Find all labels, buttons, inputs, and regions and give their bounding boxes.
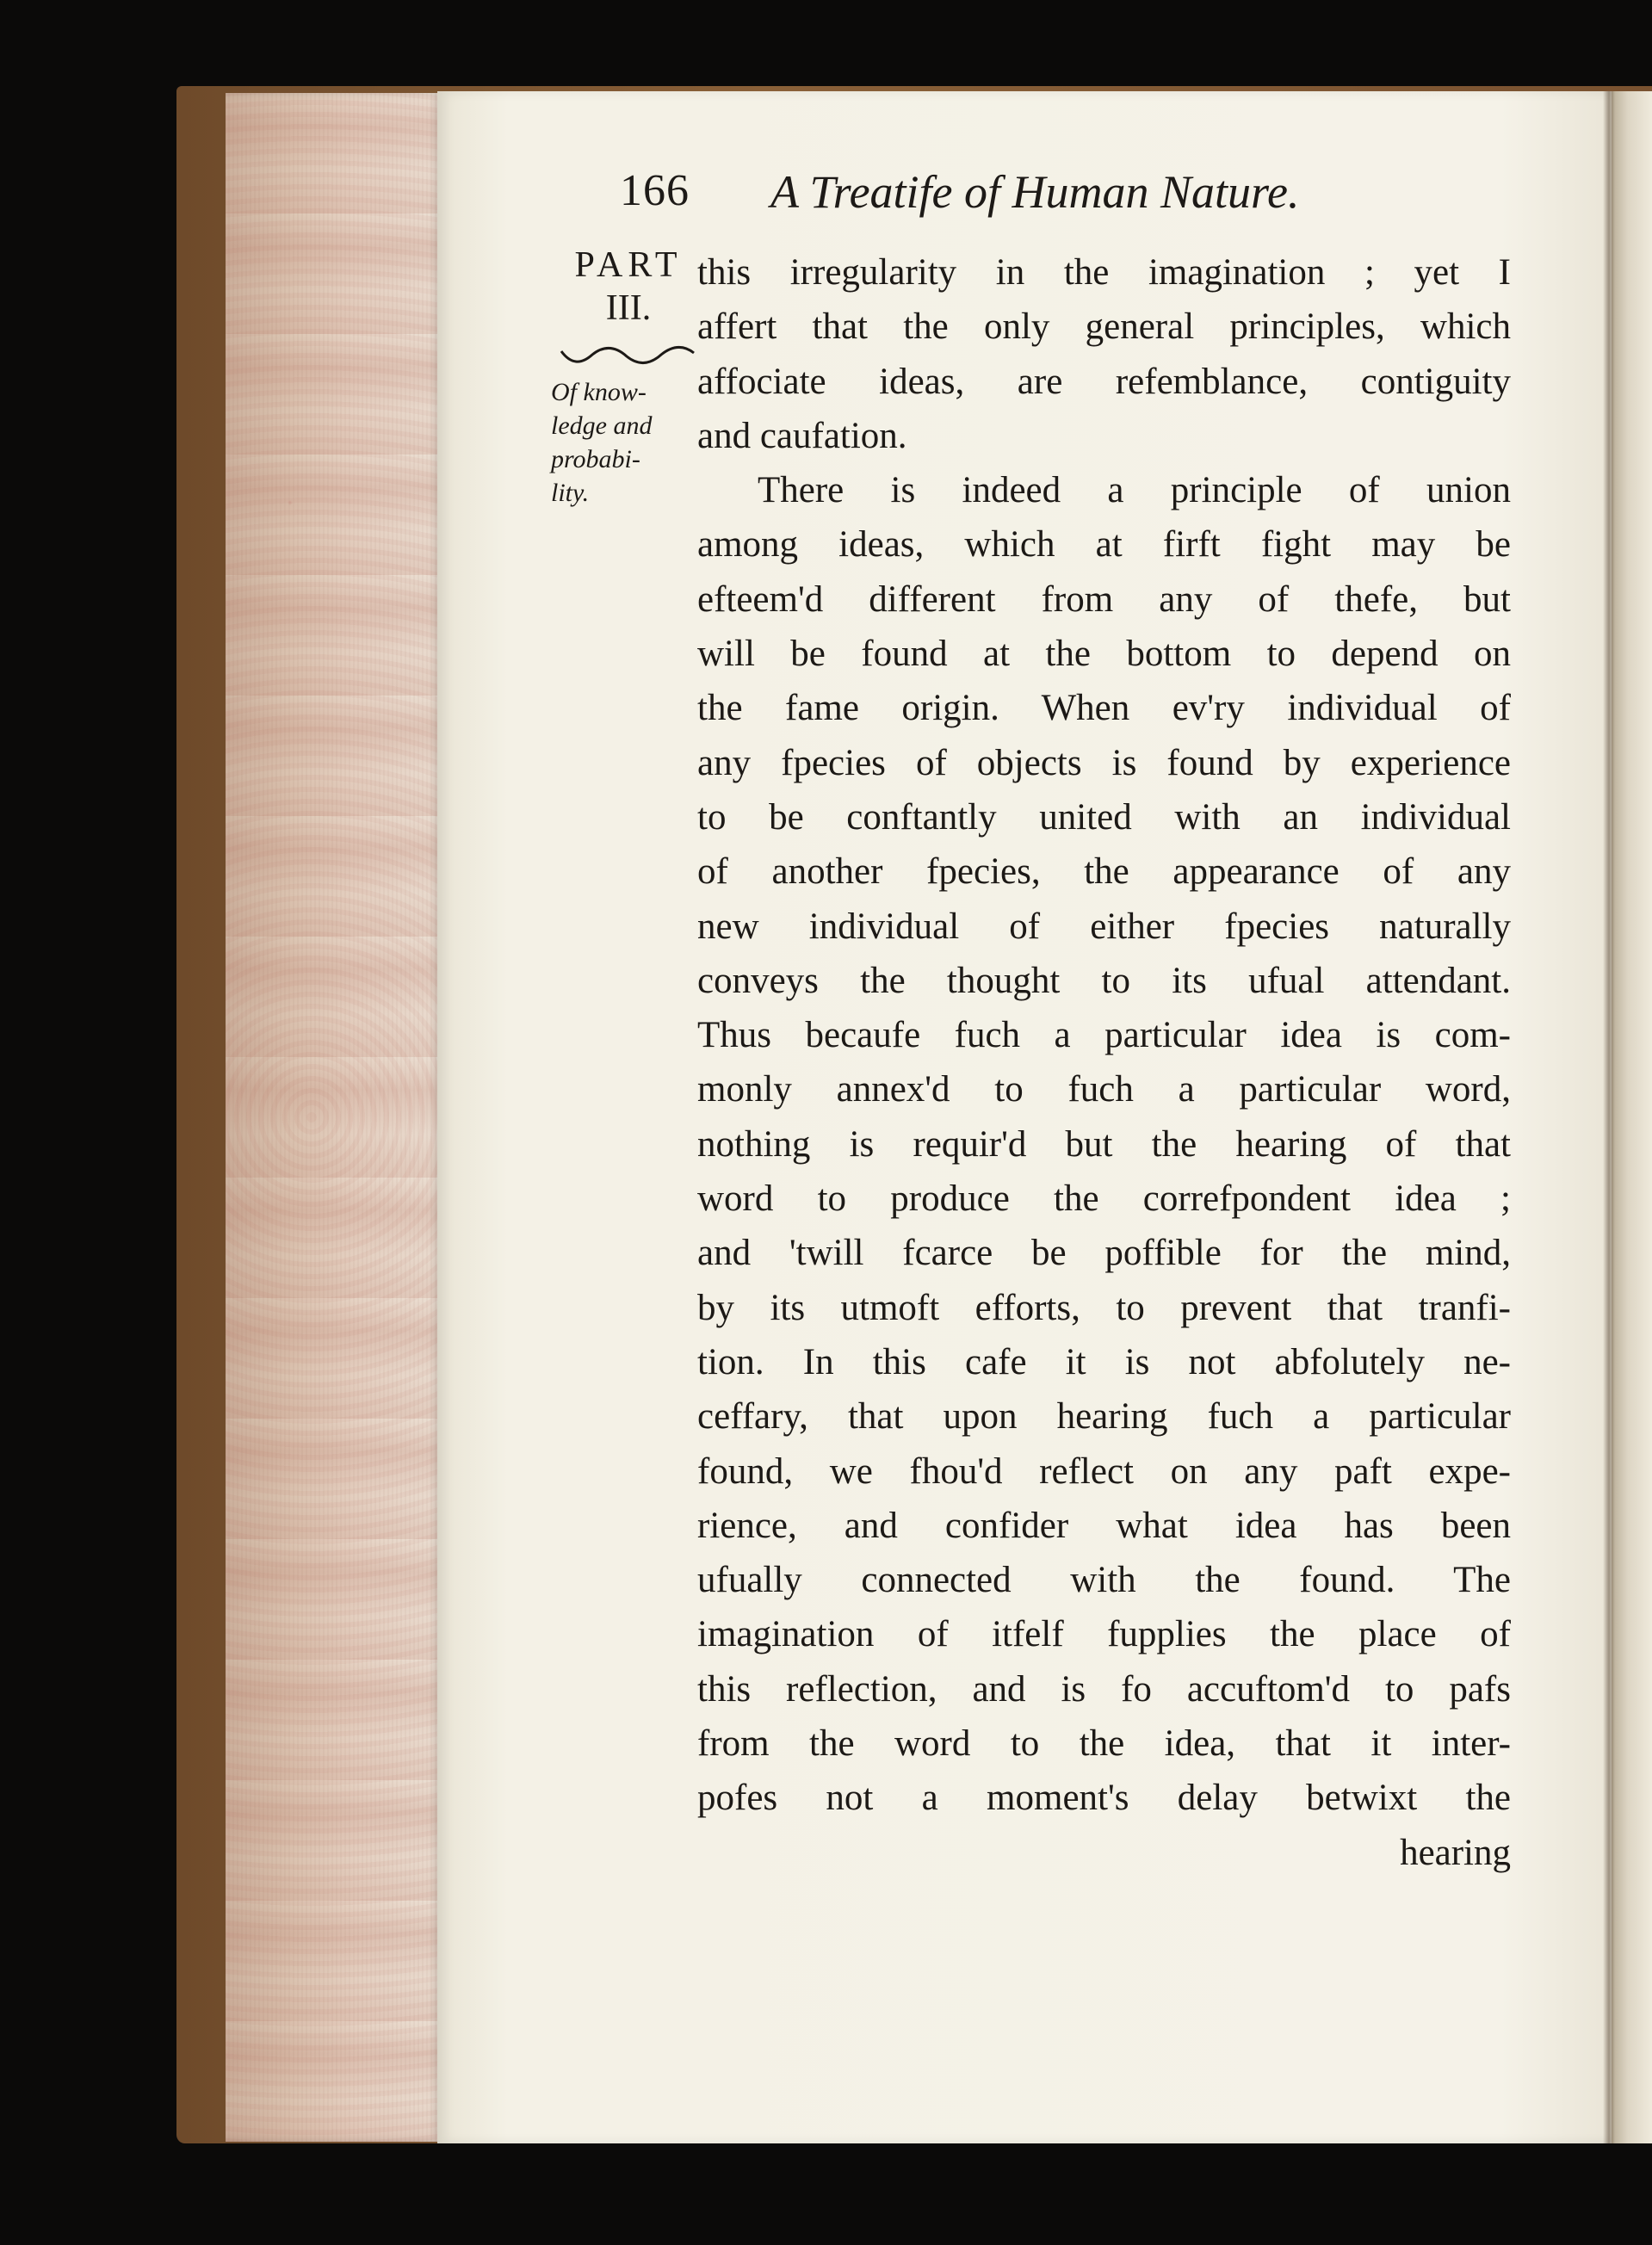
- margin-note: [551, 375, 704, 510]
- text-line: of another fpecies, the appearance of any: [697, 851, 1511, 893]
- facing-page-edge: [1612, 91, 1652, 2143]
- text-line: by its utmoft efforts, to prevent that tranfi-: [697, 1287, 1511, 1328]
- text-line: rience, and confider what idea has been: [697, 1505, 1511, 1546]
- text-line: imagination of itfelf fupplies the place of: [697, 1614, 1511, 1655]
- text-line: to be conftantly united with an individual: [697, 796, 1511, 838]
- text-line: ufually connected with the found. The: [697, 1560, 1511, 1601]
- text-line: There is indeed a principle of union: [758, 470, 1511, 511]
- text-line: will be found at the bottom to depend on: [697, 634, 1511, 675]
- text-line: word to produce the correfpondent idea ;: [697, 1178, 1511, 1220]
- text-line: any fpecies of objects is found by experience: [697, 742, 1511, 783]
- text-line: new individual of either fpecies naturally: [697, 906, 1511, 947]
- text-line: and caufation.: [697, 415, 907, 456]
- gutter-shadow: [1603, 91, 1615, 2143]
- text-line: among ideas, which at firft fight may be: [697, 524, 1511, 566]
- page-edges: [226, 93, 441, 2142]
- running-title: A Treatife of Human Nature.: [770, 166, 1300, 218]
- text-line: Thus becaufe fuch a particular idea is com-: [697, 1015, 1511, 1056]
- margin-note-line: lity.: [551, 479, 590, 507]
- ornament-flourish: [558, 344, 697, 370]
- text-line: conveys the thought to its ufual attendant.: [697, 960, 1511, 1001]
- page-number: 166: [620, 166, 690, 215]
- text-line: the fame origin. When ev'ry individual of: [697, 688, 1511, 729]
- text-line: nothing is requir'd but the hearing of that: [697, 1123, 1511, 1165]
- text-line: monly annex'd to fuch a particular word,: [697, 1069, 1511, 1110]
- margin-note-line: probabi-: [551, 445, 640, 473]
- text-line: affociate ideas, are refemblance, contiguity: [697, 361, 1511, 402]
- margin-note-line: Of know-: [551, 378, 647, 406]
- text-line: tion. In this cafe it is not abfolutely ne-: [697, 1341, 1511, 1382]
- page-header: [620, 165, 1481, 234]
- text-line: efteem'd different from any of thefe, but: [697, 578, 1511, 620]
- text-line: affert that the only general principles, which: [697, 306, 1511, 348]
- catchword: hearing: [1400, 1832, 1511, 1873]
- margin-part-heading: [551, 244, 706, 329]
- text-line: this irregularity in the imagination ; yet I: [697, 252, 1511, 293]
- text-line: and 'twill fcarce be poffible for the mind,: [697, 1233, 1511, 1274]
- text-line: from the word to the idea, that it inter-: [697, 1723, 1511, 1765]
- text-line: found, we fhou'd reflect on any paft expe-: [697, 1450, 1511, 1492]
- text-line: this reflection, and is fo accuftom'd to pafs: [697, 1668, 1511, 1710]
- part-label: PART: [574, 245, 683, 285]
- margin-note-line: ledge and: [551, 411, 653, 440]
- part-number: III.: [605, 288, 652, 328]
- text-line: pofes not a moment's delay betwixt the: [697, 1778, 1511, 1819]
- text-line: ceffary, that upon hearing fuch a particular: [697, 1396, 1511, 1438]
- body-text: [697, 245, 1511, 1880]
